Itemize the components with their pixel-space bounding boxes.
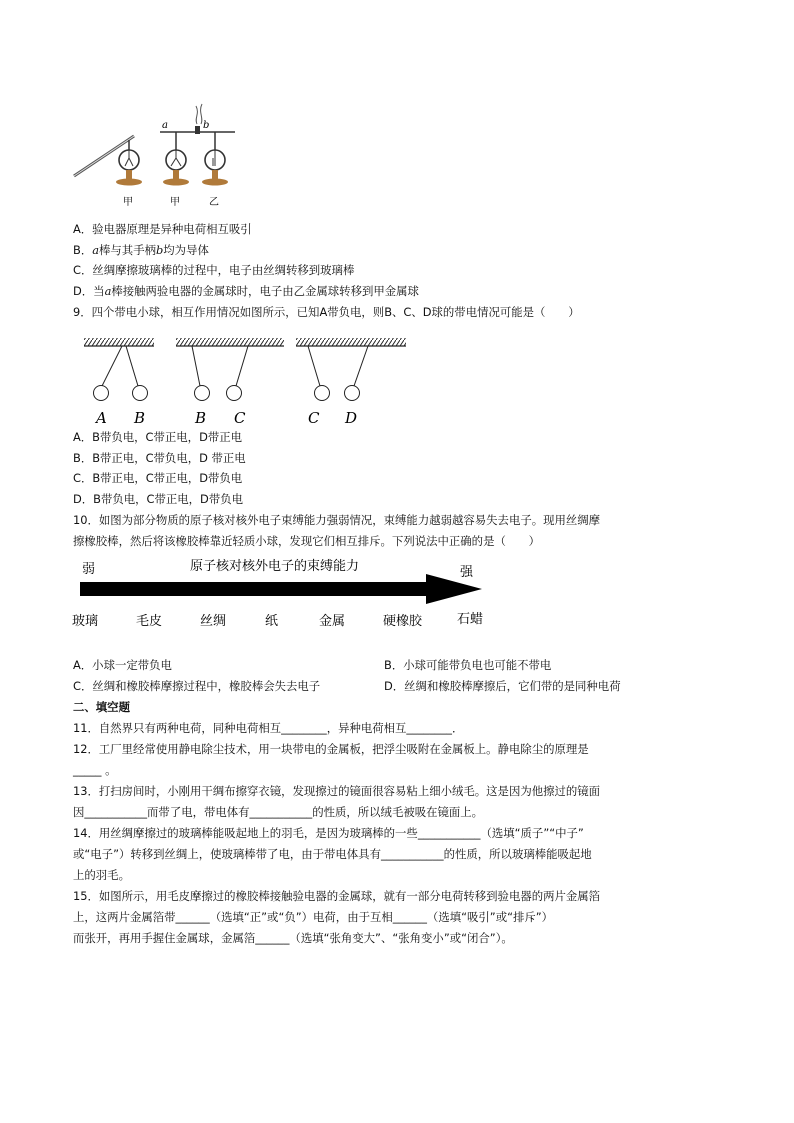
material-hard-rubber: 硬橡胶 bbox=[383, 614, 423, 629]
charged-balls-figure bbox=[80, 334, 415, 428]
q8-option-c: C．丝绸摩擦玻璃棒的过程中，电子由丝绸转移到玻璃棒 bbox=[73, 263, 355, 277]
q12-line-1: 12．工厂里经常使用静电除尘技术，用一块带电的金属板，把浮尘吸附在金属板上。静电除尘的原理是 bbox=[73, 742, 589, 756]
q8-option-d: D．当a棒接触两验电器的金属球时，电子由乙金属球转移到甲金属球 bbox=[73, 284, 419, 298]
q9-option-a: A．B带负电，C带正电，D带正电 bbox=[73, 430, 243, 444]
q10-option-d: D．丝绸和橡胶棒摩擦后，它们带的是同种电荷 bbox=[384, 679, 621, 693]
q15-line-1: 15．如图所示，用毛皮摩擦过的橡胶棒接触验电器的金属球，就有一部分电荷转移到验电器的两片金属箔 bbox=[73, 889, 601, 903]
q9-stem: 9．四个带电小球，相互作用情况如图所示，已知A带负电，则B、C、D球的带电情况可能是（ ） bbox=[73, 305, 580, 319]
ball-label-b-1: B bbox=[134, 409, 146, 427]
ball-d bbox=[345, 386, 360, 401]
electroscope-2 bbox=[163, 132, 189, 186]
electroscope-figure bbox=[70, 98, 245, 210]
material-metal: 金属 bbox=[319, 614, 346, 629]
q10-option-c: C．丝绸和橡胶棒摩擦过程中，橡胶棒会失去电子 bbox=[73, 679, 321, 693]
fig-label-yi: 乙 bbox=[209, 197, 219, 208]
arrow-title: 原子核对核外电子的束缚能力 bbox=[190, 559, 360, 574]
q10-option-a: A．小球一定带负电 bbox=[73, 658, 172, 672]
ball-c-1 bbox=[227, 386, 242, 401]
binding-arrow bbox=[80, 574, 482, 604]
q15-line-3: 而张开，再用手握住金属球，金属箔______（选填“张角变大”、“张角变小”或“闭合”）。 bbox=[73, 931, 513, 945]
ball-label-a: A bbox=[96, 409, 107, 427]
ball-b-1 bbox=[133, 386, 148, 401]
weak-label: 弱 bbox=[82, 562, 96, 577]
ball-label-c-1: C bbox=[234, 409, 246, 427]
fig-label-a: a bbox=[162, 120, 168, 131]
q10-option-b: B．小球可能带负电也可能不带电 bbox=[384, 658, 552, 672]
q15-line-2: 上，这两片金属箔带______（选填“正”或“负”）电荷，由于互相______（选填“吸引”或“排斥”） bbox=[73, 910, 554, 924]
q14-line-2: 或“电子”）转移到丝绸上，使玻璃棒带了电，由于带电体具有___________的性质，所以玻璃棒能吸起地 bbox=[73, 847, 592, 861]
q8-option-a: A．验电器原理是异种电荷相互吸引 bbox=[73, 222, 252, 236]
q9-option-c: C．B带正电，C带正电，D带负电 bbox=[73, 471, 243, 485]
q14-line-1: 14．用丝绸摩擦过的玻璃棒能吸起地上的羽毛，是因为玻璃棒的一些___________（选填“质子”“中子” bbox=[73, 826, 584, 840]
ball-label-b-2: B bbox=[195, 409, 207, 427]
binding-ability-figure bbox=[70, 556, 510, 634]
material-paper: 纸 bbox=[265, 614, 279, 629]
ball-a bbox=[94, 386, 109, 401]
material-fur: 毛皮 bbox=[136, 614, 163, 629]
electroscope-3 bbox=[202, 132, 228, 186]
fig-label-jia-1: 甲 bbox=[123, 197, 133, 208]
fig-label-jia-2: 甲 bbox=[170, 197, 180, 208]
q12-line-2: _____ 。 bbox=[73, 763, 117, 777]
q13-line-2: 因___________而带了电，带电体有___________的性质，所以绒毛被吸在镜面上。 bbox=[73, 805, 484, 819]
q9-option-d: D．B带负电，C带正电，D带负电 bbox=[73, 492, 243, 506]
material-silk: 丝绸 bbox=[200, 614, 227, 629]
q10-stem-line-2: 擦橡胶棒，然后将该橡胶棒靠近轻质小球，发现它们相互排斥。下列说法中正确的是（ ） bbox=[73, 534, 541, 548]
material-paraffin: 石蜡 bbox=[457, 612, 484, 627]
q11: 11．自然界只有两种电荷，同种电荷相互________，异种电荷相互________． bbox=[73, 721, 464, 735]
q8-option-b: B．a棒与其手柄b均为导体 bbox=[73, 243, 209, 257]
strong-label: 强 bbox=[460, 565, 474, 580]
q10-stem-line-1: 10．如图为部分物质的原子核对核外电子束缚能力强弱情况，束缚能力越弱越容易失去电子。现用丝绸摩 bbox=[73, 513, 601, 527]
material-glass: 玻璃 bbox=[72, 614, 99, 629]
ball-b-2 bbox=[195, 386, 210, 401]
ball-c-2 bbox=[315, 386, 330, 401]
ball-label-c-2: C bbox=[308, 409, 320, 427]
q13-line-1: 13．打扫房间时，小刚用干绸布擦穿衣镜，发现擦过的镜面很容易粘上细小绒毛。这是因为他擦过的镜面 bbox=[73, 784, 601, 798]
fig-label-b: b bbox=[203, 120, 210, 131]
q9-option-b: B．B带正电，C带负电，D 带正电 bbox=[73, 451, 246, 465]
q14-line-3: 上的羽毛。 bbox=[73, 868, 130, 882]
ball-label-d: D bbox=[345, 409, 358, 427]
section-title-fill-blank: 二、填空题 bbox=[73, 700, 130, 714]
